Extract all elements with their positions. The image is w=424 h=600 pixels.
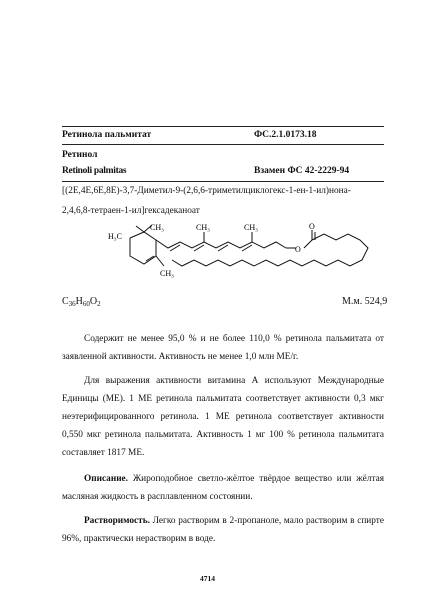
ch3-left-label: H₃C [108, 232, 122, 241]
replaces-note: Взамен ФС 42-2229-94 [254, 166, 350, 176]
page-number: 4714 [200, 574, 215, 583]
o-carbonyl-label: O [309, 222, 315, 231]
description-text: Жироподобное светло-жёлтое твёрдое вещество или жёлтая масляная жидкость в расплавленном состоянии. [62, 474, 384, 502]
ch3-top-label: CH₃ [196, 223, 210, 232]
molecular-mass: М.м. 524,9 [342, 296, 388, 307]
title-ru: Ретинола пальмитат [62, 130, 152, 140]
paragraph-assay: Содержит не менее 95,0 % и не более 110,0 % ретинола пальмитата от заявленной активности. Активность не менее 1,0 млн МЕ/г. [62, 334, 384, 362]
ch3-a-label: CH₃ [150, 223, 164, 232]
subtitle-ru: Ретинол [62, 150, 98, 160]
title-lat: Retinoli palmitas [62, 166, 127, 176]
ch3-top2-label: CH₃ [244, 223, 258, 232]
ch3-b-label: CH₃ [160, 269, 174, 278]
solubility-text: Легко растворим в 2-пропаноле, мало растворим в спирте 96%, практически нерастворим в воде. [62, 516, 384, 544]
paragraph-description [62, 470, 384, 554]
chemical-name-line2: 2,4,6,8-тетраен-1-ил]гексадеканоат [62, 206, 200, 216]
chemical-name-line1: [(2E,4E,6E,8E)-3,7-Диметил-9-(2,6,6-триметилциклогекс-1-ен-1-ил)нона- [62, 186, 351, 196]
o-ester-label: O [295, 245, 301, 254]
description-heading: Описание. [84, 474, 128, 484]
paragraph-units: Для выражения активности витамина А используют Международные Единицы (МЕ). 1 МЕ ретинола пальмитата соответствует активности 0,3 мкг неэтерифицированного ретинола. 1 МЕ ретинола соответствует активности 0,550 мкг ретинола пальмитата. Активность 1 мг 100 % ретинола пальмитата составляет 1817 МЕ. [62, 376, 384, 458]
molecular-formula: $C_{36}H_{60}O_2$ [62, 296, 101, 308]
paragraph-content [62, 330, 384, 468]
header-rule-3 [62, 181, 384, 182]
solubility-heading: Растворимость. [84, 516, 150, 526]
header-rule-top [62, 126, 384, 127]
header-rule-2 [62, 144, 384, 145]
structural-formula [100, 222, 390, 288]
fs-number: ФС.2.1.0173.18 [254, 130, 317, 140]
